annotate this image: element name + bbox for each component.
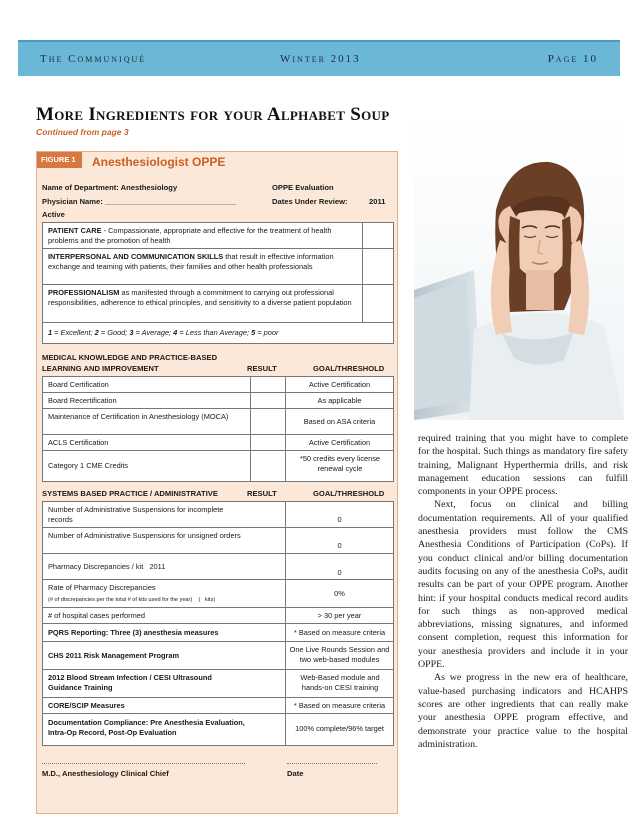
systems-goal-label: GOAL/THRESHOLD <box>313 489 385 498</box>
rating-scale: 1 = Excellent; 2 = Good; 3 = Average; 4 = Less than Average; 5 = poor <box>48 328 279 337</box>
table-row: CHS 2011 Risk Management Program One Live Rounds Session and two web-based modules <box>43 642 393 670</box>
table-row: # of hospital cases performed > 30 per year <box>43 608 393 624</box>
body-paragraph-2: Next, focus on clinical and billing documentation requirements. All of your qualified anesthesia providers must follow the CMS Anesthesia Conditions of Participation (CoPs). If you conduct clinical and/or billing documentation audits focusing on any of the anesthesia CoPs, audit results can be part of your OPPE program. Another hint: if your hospital conducts medical record audits for such things as non-approved medical abbreviations, missing signatures, and informed consent completion, request this information for your anesthesia providers and include it in your OPPE. <box>418 499 628 671</box>
continued-note: Continued from page 3 <box>36 127 129 137</box>
systems-heading: SYSTEMS BASED PRACTICE / ADMINISTRATIVE <box>42 489 218 498</box>
dates-label: Dates Under Review: <box>272 197 348 206</box>
figure-tag: FIGURE 1 <box>37 152 82 168</box>
figure-title: Anesthesiologist OPPE <box>92 155 226 169</box>
article-title: More Ingredients for your Alphabet Soup <box>36 104 390 125</box>
table-row: Board Certification Active Certification <box>43 377 393 393</box>
issue-date: Winter 2013 <box>280 53 361 65</box>
oppe-eval-label: OPPE Evaluation <box>272 183 334 192</box>
medical-heading-line1: MEDICAL KNOWLEDGE AND PRACTICE-BASED <box>42 353 218 362</box>
table-row: Documentation Compliance: Pre Anesthesia Evaluation, Intra-Op Record, Post-Op Evaluation 100% complete/96% target <box>48 718 384 737</box>
medical-table <box>42 376 394 482</box>
competency-table <box>42 222 394 344</box>
systems-result-label: RESULT <box>247 489 277 498</box>
competency-heading: PROFESSIONALISM <box>48 288 120 297</box>
competency-heading: INTERPERSONAL AND COMMUNICATION SKILLS <box>48 252 224 261</box>
body-paragraph-3: As we progress in the new era of healthcare, value-based purchasing indicators and HCAHPS scores are other ingredients that can really make your anesthesia OPPE program effective, and demonstrate your practice value to the hospital administration. <box>418 672 628 750</box>
physician-label: Physician Name: _______________________________ <box>42 197 236 206</box>
competency-row <box>43 249 393 285</box>
date-line <box>287 763 377 764</box>
competency-text: that result in effective information exchange and teaming with patients, their families and other health professionals <box>48 252 334 271</box>
department-label: Name of Department: Anesthesiology <box>42 183 178 192</box>
signature-label: M.D., Anesthesiology Clinical Chief <box>42 769 169 778</box>
dates-value: 2011 <box>369 197 386 206</box>
table-row: ACLS Certification Active Certification <box>43 435 393 451</box>
medical-result-label: RESULT <box>247 364 277 373</box>
table-row: Number of Administrative Suspensions for unsigned orders 0 <box>43 528 393 554</box>
table-row: Number of Administrative Suspensions for incomplete records 0 <box>43 502 393 528</box>
signature-line <box>42 763 245 764</box>
competency-row <box>43 285 393 323</box>
date-label: Date <box>287 769 304 778</box>
competency-heading: PATIENT CARE <box>48 226 102 235</box>
woman-headache-photo <box>414 120 624 420</box>
competency-text: - Compassionate, appropriate and effective for the treatment of health problems and the promotion of health <box>48 226 332 245</box>
table-row: 2012 Blood Stream Infection / CESI Ultrasound Guidance Training Web-Based module and hands-on CESI training <box>43 670 393 698</box>
rating-scale-row <box>43 323 393 343</box>
table-row: Category 1 CME Credits *50 credits every license renewal cycle <box>48 454 381 473</box>
medical-goal-label: GOAL/THRESHOLD <box>313 364 385 373</box>
figure-oppe-form <box>36 151 398 814</box>
active-label: Active <box>42 210 65 219</box>
table-row: Maintenance of Certification in Anesthesiology (MOCA) Based on ASA criteria <box>43 409 393 435</box>
publication-name: The Communiqué <box>40 53 147 65</box>
page-number: Page 10 <box>547 53 598 65</box>
table-row: Board Recertification As applicable <box>43 393 393 409</box>
table-row: Pharmacy Discrepancies / kit 2011 0 <box>43 554 393 580</box>
table-row: CORE/SCIP Measures * Based on measure criteria <box>43 698 393 714</box>
table-row: Rate of Pharmacy Discrepancies (# of discrepancies per the total # of kits used for the year) ( kits) 0% <box>43 580 393 608</box>
table-row: PQRS Reporting: Three (3) anesthesia measures * Based on measure criteria <box>43 624 393 642</box>
body-paragraph-1: required training that you might have to complete for the hospital. Such things as mandatory fire safety training, Malignant Hyperthermia drills, and risk management education sessions can fulfill components in your OPPE process. <box>418 433 628 498</box>
page-header-bar <box>18 40 620 76</box>
article-body <box>418 432 628 751</box>
competency-row <box>43 223 393 249</box>
systems-table <box>42 501 394 746</box>
medical-heading-line2: LEARNING AND IMPROVEMENT <box>42 364 159 373</box>
competency-text: as manifested through a commitment to carrying out professional responsibilities, adherence to ethical principles, and sensitivity to a diverse patient population <box>48 288 352 307</box>
